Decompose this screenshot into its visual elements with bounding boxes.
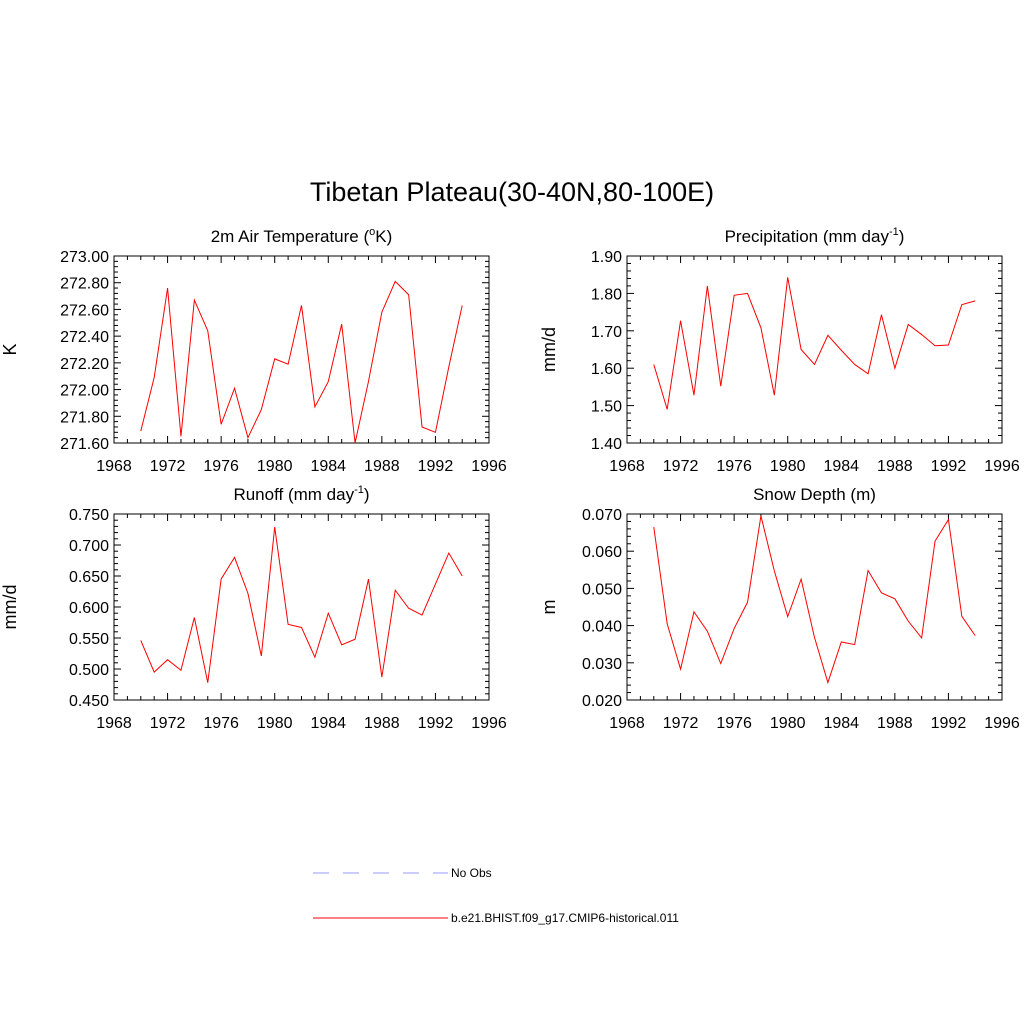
runoff-series-line: [141, 527, 462, 683]
snow-depth-x-tick-label: 1984: [823, 715, 860, 732]
runoff-plot-frame: [114, 514, 489, 700]
precip-y-axis-label: mm/d: [539, 327, 559, 372]
snow-depth-y-tick-label: 0.060: [581, 544, 622, 562]
chart-runoff: [0, 484, 507, 732]
runoff-x-tick-label: 1988: [364, 715, 400, 732]
air-temp-y-tick-label: 271.60: [60, 436, 109, 453]
runoff-y-tick-label: 0.550: [68, 631, 109, 648]
runoff-y-tick-label: 0.500: [68, 662, 109, 679]
air-temp-y-tick-label: 272.60: [60, 302, 109, 320]
precip-x-tick-label: 1968: [609, 458, 645, 475]
precip-y-tick-label: 1.90: [590, 249, 622, 266]
precip-x-tick-label: 1992: [930, 458, 967, 475]
precip-x-tick-label: 1976: [716, 458, 752, 475]
precip-x-tick-label: 1972: [662, 458, 699, 475]
snow-depth-x-tick-label: 1996: [984, 715, 1020, 732]
precip-chart-title: Precipitation (mm day$^{-1}$): [724, 226, 905, 246]
runoff-x-tick-label: 1976: [203, 715, 239, 732]
runoff-y-tick-label: 0.650: [68, 569, 109, 586]
chart-air-temp: [0, 226, 507, 475]
runoff-y-tick-label: 0.450: [68, 693, 109, 710]
air-temp-y-axis-label: K: [0, 343, 20, 356]
air-temp-y-tick-label: 272.40: [60, 329, 109, 347]
runoff-x-tick-label: 1968: [96, 715, 132, 732]
air-temp-y-tick-label: 272.80: [60, 275, 109, 293]
runoff-x-tick-label: 1980: [256, 715, 293, 732]
precip-x-tick-label: 1996: [984, 458, 1020, 475]
legend-label-model: b.e21.BHIST.f09_g17.CMIP6-historical.011: [451, 911, 679, 925]
air-temp-x-tick-label: 1996: [471, 458, 507, 475]
chart-precip: [539, 226, 1020, 475]
precip-y-tick-label: 1.70: [590, 323, 622, 341]
legend: [313, 866, 679, 925]
snow-depth-y-axis-label: m: [539, 599, 559, 615]
precip-y-tick-label: 1.50: [590, 398, 622, 416]
precip-series-line: [654, 277, 975, 409]
air-temp-x-tick-label: 1972: [149, 458, 186, 475]
air-temp-y-tick-label: 272.00: [60, 382, 109, 400]
air-temp-x-tick-label: 1980: [256, 458, 293, 475]
snow-depth-plot-frame: [627, 514, 1002, 700]
snow-depth-series-line: [654, 516, 975, 683]
runoff-chart-title: Runoff (mm day$^{-1}$): [233, 484, 370, 504]
runoff-x-tick-label: 1972: [149, 715, 186, 732]
precip-x-tick-label: 1984: [823, 458, 860, 475]
snow-depth-chart-title: Snow Depth (m): [753, 485, 876, 504]
snow-depth-x-tick-label: 1972: [662, 715, 699, 732]
precip-x-tick-label: 1980: [769, 458, 806, 475]
chart-snow-depth: [539, 485, 1020, 732]
precip-plot-frame: [627, 256, 1002, 443]
air-temp-x-tick-label: 1992: [417, 458, 454, 475]
panels: [0, 226, 1020, 732]
runoff-y-tick-label: 0.700: [68, 538, 109, 555]
snow-depth-x-tick-label: 1976: [716, 715, 752, 732]
snow-depth-y-tick-label: 0.050: [581, 581, 622, 599]
runoff-x-tick-label: 1992: [417, 715, 454, 732]
runoff-x-tick-label: 1984: [310, 715, 347, 732]
air-temp-y-tick-label: 271.80: [60, 409, 109, 427]
runoff-y-axis-label: mm/d: [0, 584, 20, 630]
snow-depth-y-tick-label: 0.030: [581, 655, 622, 673]
snow-depth-y-tick-label: 0.040: [581, 618, 622, 636]
air-temp-plot-frame: [114, 256, 489, 443]
air-temp-x-tick-label: 1988: [364, 458, 400, 475]
snow-depth-x-tick-label: 1980: [769, 715, 806, 732]
runoff-y-tick-label: 0.600: [68, 600, 109, 617]
legend-label-no-obs: No Obs: [451, 866, 492, 880]
air-temp-x-tick-label: 1984: [310, 458, 347, 475]
runoff-y-tick-label: 0.750: [68, 507, 109, 524]
air-temp-x-tick-label: 1968: [96, 458, 132, 475]
precip-x-tick-label: 1988: [877, 458, 913, 475]
figure-title: Tibetan Plateau(30-40N,80-100E): [309, 177, 715, 207]
air-temp-x-tick-label: 1976: [203, 458, 239, 475]
air-temp-y-tick-label: 273.00: [60, 249, 109, 266]
precip-y-tick-label: 1.60: [590, 361, 622, 379]
precip-y-tick-label: 1.40: [590, 436, 622, 453]
precip-y-tick-label: 1.80: [590, 286, 622, 304]
runoff-x-tick-label: 1996: [471, 715, 507, 732]
snow-depth-x-tick-label: 1988: [877, 715, 913, 732]
air-temp-chart-title: 2m Air Temperature ($^o$K): [210, 226, 393, 246]
snow-depth-y-tick-label: 0.020: [581, 693, 622, 710]
snow-depth-x-tick-label: 1968: [609, 715, 645, 732]
snow-depth-y-tick-label: 0.070: [581, 507, 622, 524]
snow-depth-x-tick-label: 1992: [930, 715, 967, 732]
air-temp-y-tick-label: 272.20: [60, 355, 109, 373]
air-temp-series-line: [141, 281, 462, 443]
